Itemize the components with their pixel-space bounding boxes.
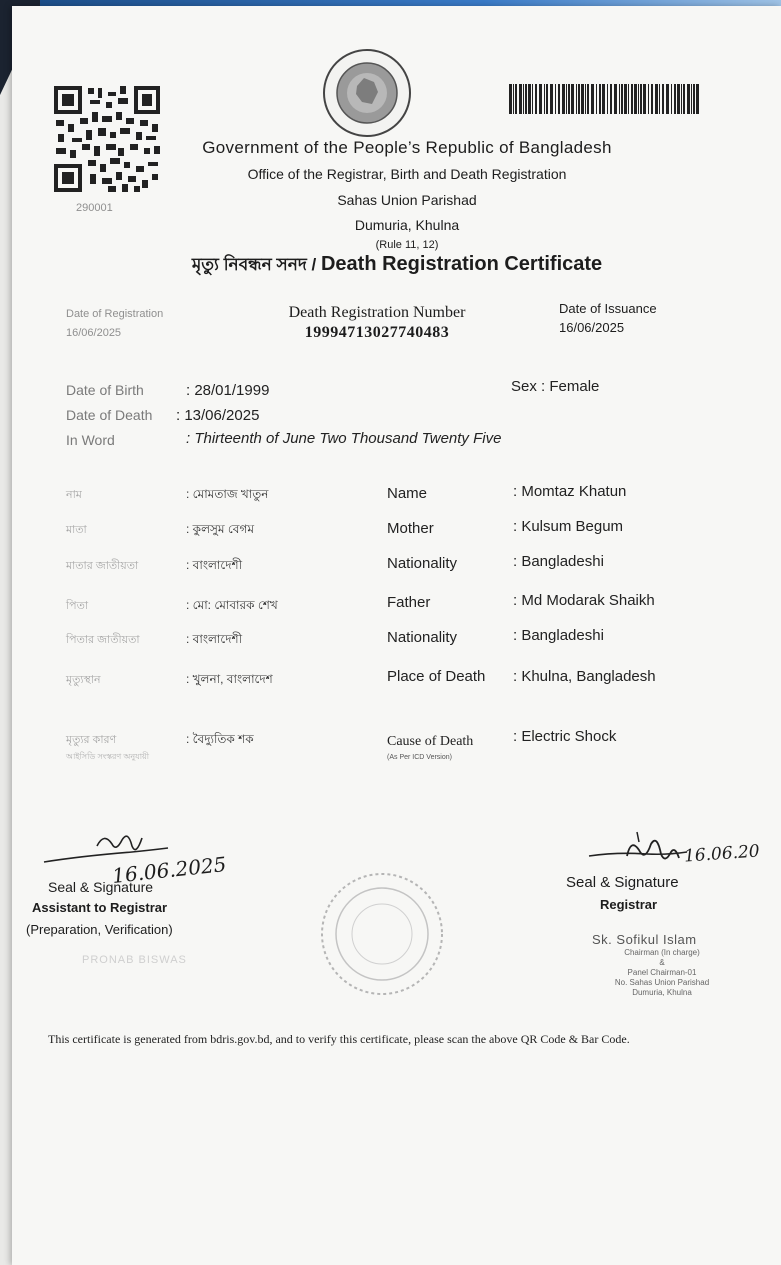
en-label: Father <box>387 594 431 611</box>
en-value: : Bangladeshi <box>513 553 604 570</box>
qr-caption: 290001 <box>76 202 113 214</box>
en-label: Nationality <box>387 555 458 572</box>
issuance-date-label: Date of Issuance <box>559 301 657 316</box>
en-label: Nationality <box>387 629 458 646</box>
registrar-stamp-line: Chairman (In charge) <box>624 948 700 957</box>
en-value: : Kulsum Begum <box>513 518 624 535</box>
registrar-stamp-line: Panel Chairman-01 <box>627 968 697 977</box>
certificate-title-bn: মৃত্যু নিবন্ধন সনদ / <box>191 255 321 274</box>
registrar-stamp-details <box>582 948 742 998</box>
registrar-stamp-line: Dumuria, Khulna <box>632 988 692 997</box>
bn-value: : মো: মোবারক শেখ <box>186 598 278 612</box>
registration-number-label: Death Registration Number <box>288 304 466 321</box>
assistant-signature-date: 16.06.2025 <box>111 852 228 888</box>
cause-note-bn: আইসিডি সংস্করণ অনুযায়ী <box>66 752 150 761</box>
qr-code-icon <box>52 84 162 194</box>
government-emblem-icon <box>322 48 412 138</box>
registration-number: 19994713027740483 <box>304 324 450 341</box>
registrar-stamp-line: & <box>659 958 665 967</box>
registrar-seal-label: Seal & Signature <box>566 874 679 891</box>
certificate-title <box>132 252 662 280</box>
cause-note: (As Per ICD Version) <box>387 754 452 761</box>
office-name: Office of the Registrar, Birth and Death Registration <box>247 166 567 182</box>
birth-date-label: Date of Birth <box>66 382 144 398</box>
bn-value: : বাংলাদেশী <box>186 632 243 646</box>
barcode-icon <box>509 84 701 114</box>
certificate-title-en: Death Registration Certificate <box>320 253 603 275</box>
en-value: : Momtaz Khatun <box>513 483 627 500</box>
en-value: : Bangladeshi <box>513 627 604 644</box>
bn-value: : মোমতাজ খাতুন <box>186 487 269 501</box>
union-seal-icon <box>318 870 446 998</box>
en-value: : Md Modarak Shaikh <box>513 592 655 609</box>
registrar-stamp-line: No. Sahas Union Parishad <box>614 978 710 987</box>
bn-value: : বাংলাদেশী <box>186 558 243 572</box>
en-label: Name <box>387 485 428 502</box>
location-name: Dumuria, Khulna <box>354 217 460 233</box>
death-date: : 13/06/2025 <box>176 407 260 424</box>
en-value: : Khulna, Bangladesh <box>513 668 656 685</box>
sex-value: Sex : Female <box>511 378 600 395</box>
bn-label: পিতার জাতীয়তা <box>66 634 140 646</box>
in-word-label: In Word <box>66 432 115 448</box>
en-label: Place of Death <box>387 668 486 685</box>
en-value: : Electric Shock <box>513 728 617 745</box>
assistant-name-stamp: PRONAB BISWAS <box>82 954 187 966</box>
registrar-name-stamp: Sk. Sofikul Islam <box>592 932 697 947</box>
registration-date-label: Date of Registration <box>66 308 164 320</box>
en-label: Mother <box>387 520 434 537</box>
registration-date: 16/06/2025 <box>66 327 122 339</box>
bn-label: মৃত্যুস্থান <box>66 674 101 686</box>
bn-label: মাতার জাতীয়তা <box>66 560 139 572</box>
birth-date: : 28/01/1999 <box>186 382 270 399</box>
bn-label: পিতা <box>66 600 89 612</box>
verification-note: This certificate is generated from bdris.gov.bd, and to verify this certificate, please scan the above QR Code & Bar Code. <box>48 1032 630 1046</box>
rule-reference: (Rule 11, 12) <box>375 239 439 251</box>
bn-label: মাতা <box>66 524 87 536</box>
assistant-seal-label: Seal & Signature <box>48 879 154 895</box>
en-label: Cause of Death <box>387 734 474 749</box>
bn-value: : কুলসুম বেগম <box>186 522 255 536</box>
registrar-role: Registrar <box>600 897 658 912</box>
government-title: Government of the People’s Republic of Bangladesh <box>202 138 612 157</box>
union-name: Sahas Union Parishad <box>337 192 477 208</box>
issuance-date: 16/06/2025 <box>559 320 625 335</box>
death-date-label: Date of Death <box>66 407 153 423</box>
in-word-value: : Thirteenth of June Two Thousand Twenty Five <box>186 430 502 447</box>
registrar-signature-date: 16.06.20 <box>683 841 761 867</box>
certificate-page <box>12 6 781 1265</box>
bn-label: নাম <box>66 489 82 501</box>
assistant-role: Assistant to Registrar <box>32 900 168 915</box>
bn-label: মৃত্যুর কারণ <box>66 734 117 746</box>
bn-value: : বৈদ্যুতিক শক <box>186 732 254 746</box>
bn-value: : খুলনা, বাংলাদেশ <box>186 672 273 686</box>
assistant-role-sub: (Preparation, Verification) <box>26 922 173 937</box>
